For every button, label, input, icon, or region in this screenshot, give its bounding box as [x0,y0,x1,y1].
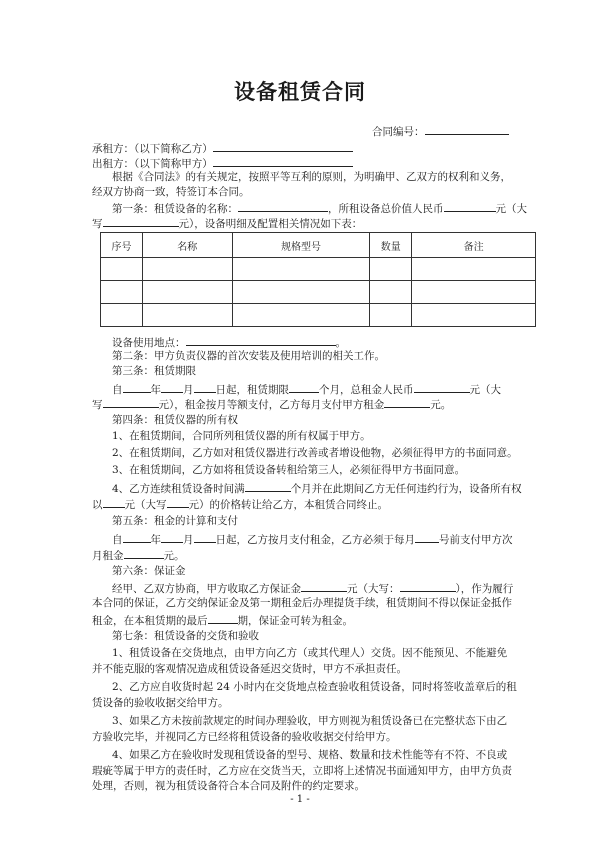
table-header-cell: 规格型号 [232,233,370,258]
article-1-text-a: 第一条：租赁设备的名称： [112,203,238,215]
article-3-text: 写 [92,399,103,411]
start-month-field[interactable] [161,381,183,393]
article-5-text: 月租金 [92,550,124,562]
table-cell[interactable] [142,281,232,304]
table-header-cell: 备注 [412,233,536,258]
table-cell[interactable] [101,281,143,304]
article-1-line-2 [92,215,362,231]
article-4-text: 以 [92,499,103,511]
article-6-text: 期，保证金可转为租金。 [237,615,353,627]
article-1-text-b: ，所租设备总价值人民币 [328,203,444,215]
article-7-heading: 第七条：租赁设备的交货和验收 [112,630,259,642]
article-4-item-4-line-1 [112,480,522,496]
article-4-heading: 第四条：租赁仪器的所有权 [112,414,238,426]
article-4-text: 元（大写 [124,499,167,511]
article-3-text: 元。 [430,399,452,411]
article-3-text: 月 [183,384,194,396]
article-3-line-2 [92,396,451,412]
equipment-table [100,232,536,327]
transfer-months-field[interactable] [245,480,291,492]
article-5-text: 自 [112,534,123,546]
use-location-field[interactable] [186,334,336,346]
intro-line-2: 经双方协商一致，特签订本合同。 [92,186,250,198]
use-location-line [112,334,346,350]
total-rent-words-field[interactable] [103,396,159,408]
article-4-item-1: 1、在租赁期间，合同所列租赁仪器的所有权属于甲方。 [112,430,371,442]
start-day-field[interactable] [194,381,216,393]
article-7-item-1-line-1: 1、租赁设备在交货地点，由甲方向乙方（或其代理人）交货。因不能预见、不能避免 [112,647,508,659]
article-7-item-4-line-2: 瑕疵等属于甲方的责任时，乙方应在交货当天，立即将上述情况书面通知甲方，由甲方负责 [92,765,512,777]
start-year-field[interactable] [123,381,151,393]
contract-number-label: 合同编号： [372,126,425,138]
article-4-item-2: 2、在租赁期间，乙方如对租赁仪器进行改善或者增设他物，必须征得甲方的书面同意。 [112,447,518,459]
article-7-item-4-line-1: 4、如果乙方在验收时发现租赁设备的型号、规格、数量和技术性能等有不符、不良或 [112,749,508,761]
table-header-row [101,233,536,258]
lessor-line [92,155,353,171]
article-4-item-3: 3、在租赁期间，乙方如将租赁设备转租给第三人，必须征得甲方书面同意。 [112,464,466,476]
table-cell[interactable] [370,258,412,281]
lessor-label: 出租方：（以下简称甲方） [92,158,213,170]
table-cell[interactable] [142,304,232,327]
transfer-price-words-field[interactable] [167,496,189,508]
intro-line-1: 根据《合同法》的有关规定，按照平等互利的原则，为明确甲、乙双方的权利和义务， [112,171,511,183]
article-4-text: 元）的价格转让给乙方，本租赁合同终止。 [188,499,388,511]
article-3-text: 元），租金按月等额支付，乙方每月支付甲方租金 [158,399,385,411]
payment-due-day-field[interactable] [415,531,439,543]
table-cell[interactable] [412,258,536,281]
article-7-item-1-line-2: 并不能克服的客观情况造成租赁设备延迟交货时，甲方不承担责任。 [92,663,407,675]
article-1-text-e: 元），设备明细及配置相关情况如下表： [178,218,363,230]
table-row [101,281,536,304]
payment-month-field[interactable] [161,531,183,543]
article-6-heading: 第六条：保证金 [112,565,186,577]
payment-year-field[interactable] [123,531,151,543]
article-6-line-2: 本合同的保证，乙方交纳保证金及第一期租金后办理提货手续，租赁期间不得以保证金抵作 [92,597,512,609]
article-5-text: 日起，乙方按月支付租金，乙方必须于每月 [215,534,415,546]
payment-day-field[interactable] [194,531,216,543]
page-number: - 1 - [290,794,310,805]
article-3-text: 年 [150,384,161,396]
table-cell[interactable] [232,258,370,281]
table-cell[interactable] [101,304,143,327]
article-2: 第二条：甲方负责仪器的首次安装及使用培训的相关工作。 [112,350,385,362]
table-cell[interactable] [412,281,536,304]
table-header-cell: 数量 [370,233,412,258]
article-4-text: 个月并在此期间乙方无任何违约行为，设备所有权 [290,483,522,495]
table-cell[interactable] [101,258,143,281]
article-3-line-1 [112,381,501,397]
table-header-cell: 序号 [101,233,143,258]
article-4-text: 4、乙方连续租赁设备时间满 [112,483,245,495]
lessee-field[interactable] [213,140,353,152]
article-6-text: 租金，在本租赁期的最后 [92,615,208,627]
article-1-text-c: 元（大 [495,203,527,215]
article-5-line-1 [112,531,513,547]
article-3-text: 元（大 [469,384,501,396]
total-value-words-field[interactable] [103,215,179,227]
article-7-item-4-line-3: 处理，否则，视为租赁设备符合本合同及附件的约定要求。 [92,780,365,792]
article-1-line-1 [112,200,527,216]
article-4-item-4-line-2 [92,496,388,512]
table-cell[interactable] [142,258,232,281]
contract-number-field[interactable] [425,123,509,135]
article-7-item-3-line-2: 方验收完毕，并视同乙方已经将租赁设备的验收收据交付给甲方。 [92,731,397,743]
article-5-line-2 [92,547,185,563]
table-cell[interactable] [232,281,370,304]
monthly-rent-amount-field[interactable] [124,547,164,559]
article-6-line-1 [112,580,513,596]
article-3-text: 自 [112,384,123,396]
use-location-end: 。 [335,337,346,349]
transfer-price-field[interactable] [103,496,125,508]
article-5-text: 元。 [163,550,185,562]
lessee-label: 承租方：（以下简称乙方） [92,143,213,155]
deposit-words-field[interactable] [400,580,456,592]
equipment-name-field[interactable] [238,200,328,212]
article-3-heading: 第三条：租赁期限 [112,365,196,377]
table-cell[interactable] [232,304,370,327]
deposit-amount-field[interactable] [301,580,347,592]
table-header-cell: 名称 [142,233,232,258]
contract-number-line [372,123,509,139]
table-cell[interactable] [370,281,412,304]
lease-months-field[interactable] [289,381,319,393]
article-5-heading: 第五条：租金的计算和支付 [112,515,238,527]
use-location-label: 设备使用地点： [112,337,186,349]
article-5-text: 年 [150,534,161,546]
lessee-line [92,140,353,156]
article-6-line-3 [92,612,353,628]
table-row [101,304,536,327]
table-cell[interactable] [412,304,536,327]
article-6-text: 经甲、乙双方协商，甲方收取乙方保证金 [112,583,301,595]
article-3-text: 日起，租赁期限 [215,384,289,396]
table-cell[interactable] [370,304,412,327]
article-7-item-2-line-1: 2、乙方应自收货时起 24 小时内在交货地点检查验收租赁设备，同时将签收盖章后的租 [112,681,517,693]
article-7-item-2-line-2: 赁设备的验收收据交给甲方。 [92,697,229,709]
page-title: 设备租赁合同 [234,80,366,104]
article-3-text: 个月，总租金人民币 [319,384,414,396]
lessor-field[interactable] [213,155,353,167]
article-1-text-d: 写 [92,218,103,230]
table-row [101,258,536,281]
total-value-field[interactable] [444,200,496,212]
total-rent-field[interactable] [414,381,470,393]
article-7-item-3-line-1: 3、如果乙方未按前款规定的时间办理验收，甲方则视为租赁设备已在完整状态下由乙 [112,715,508,727]
final-period-field[interactable] [208,612,238,624]
article-5-text: 号前支付甲方次 [439,534,513,546]
article-6-text: ），作为履行 [455,583,514,595]
article-5-text: 月 [183,534,194,546]
monthly-rent-field[interactable] [384,396,430,408]
article-6-text: 元（大写： [347,583,400,595]
